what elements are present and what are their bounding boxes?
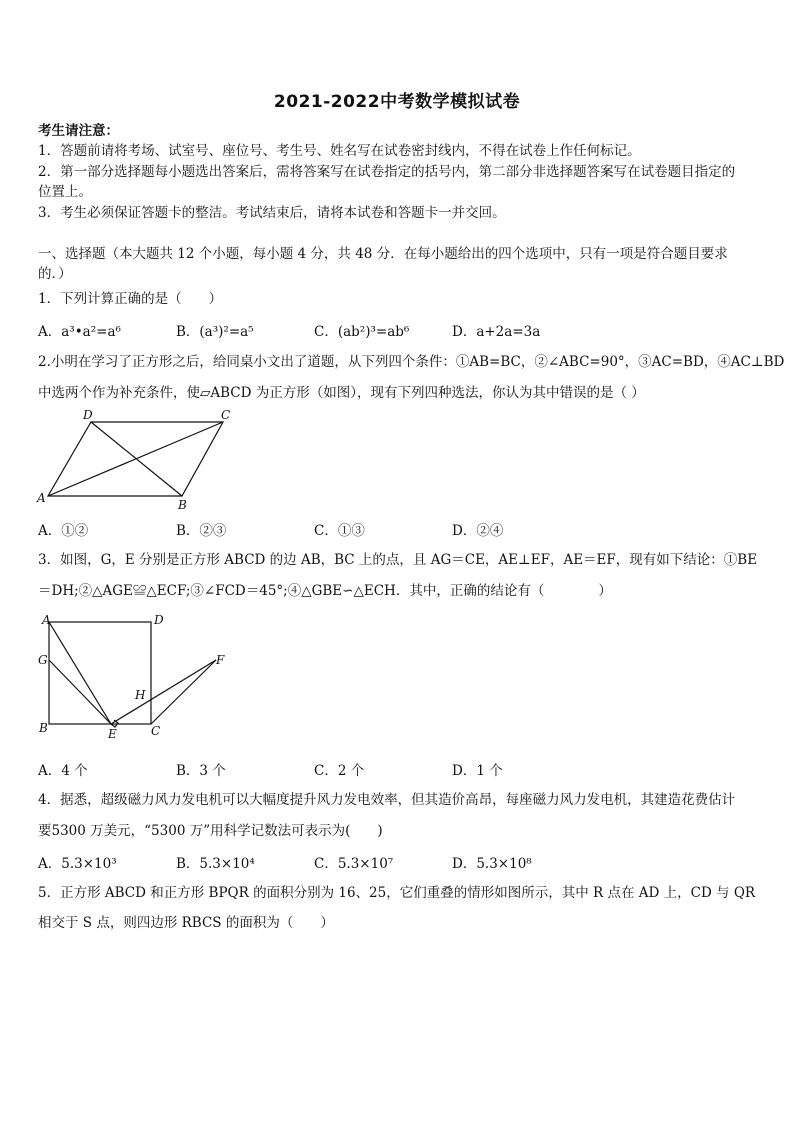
q2-option-b: B．②③	[176, 523, 227, 539]
q3-stem-line-2: ＝DH;②△AGE≌△ECF;③∠FCD＝45°;④△GBE∽△ECH．其中，正确的结论有（ ）	[38, 583, 612, 599]
label-c: C	[221, 408, 231, 422]
q3-option-b: B．3 个	[176, 763, 226, 779]
q4-option-c: C．5.3×10⁷	[314, 856, 394, 872]
label-a: A	[37, 491, 46, 505]
segment-ae	[49, 622, 111, 724]
diagonal-ac	[48, 422, 223, 496]
q3-option-c: C．2 个	[314, 763, 365, 779]
label-f: F	[216, 653, 225, 667]
segment-ge	[49, 660, 111, 724]
label-d: D	[83, 408, 93, 422]
q1-option-d: D．a+2a=3a	[452, 324, 541, 340]
q3-option-d: D．1 个	[452, 763, 503, 779]
q3-option-a: A．4 个	[38, 763, 88, 779]
section-heading-line-1: 一、选择题（本大题共 12 个小题，每小题 4 分，共 48 分．在每小题给出的四个选项中，只有一项是符合题目要求	[38, 246, 728, 262]
q4-option-d: D．5.3×10⁸	[452, 856, 532, 872]
label-b: B	[39, 721, 48, 735]
square-figure	[34, 610, 234, 740]
q1-option-b: B．(a³)²=a⁵	[176, 324, 254, 340]
q2-option-c: C．①③	[314, 523, 365, 539]
notice-line-2: 2．第一部分选择题每小题选出答案后，需将答案写在试卷指定的括号内，第二部分非选择题答案写在试卷题目指定的	[38, 164, 736, 180]
q1-option-a: A．a³•a²=a⁶	[38, 324, 121, 340]
notice-line-4: 3．考生必须保证答题卡的整洁。考试结束后，请将本试卷和答题卡一并交回。	[38, 205, 506, 221]
q2-option-a: A．①②	[38, 523, 89, 539]
q3-stem-line-1: 3．如图，G，E 分别是正方形 ABCD 的边 AB，BC 上的点，且 AG＝CE，AE⊥EF，AE＝EF，现有如下结论：①BE	[38, 552, 758, 568]
notice-line-1: 1．答题前请将考场、试室号、座位号、考生号、姓名写在试卷密封线内，不得在试卷上作任何标记。	[38, 143, 641, 159]
label-a: A	[42, 613, 51, 627]
label-h: H	[135, 688, 146, 702]
label-g: G	[38, 653, 48, 667]
page-title: 2021-2022中考数学模拟试卷	[273, 92, 521, 112]
q2-stem-line-1: 2.小明在学习了正方形之后，给同桌小文出了道题，从下列四个条件：①AB=BC，②∠ABC=90°，③AC=BD，④AC⊥BD	[38, 354, 785, 370]
parallelogram-figure	[34, 405, 244, 510]
q4-option-a: A．5.3×10³	[38, 856, 117, 872]
q4-stem-line-2: 要5300 万美元，“5300 万”用科学记数法可表示为( )	[38, 823, 383, 839]
q2-option-d: D．②④	[452, 523, 504, 539]
label-d: D	[154, 613, 164, 627]
label-b: B	[178, 498, 187, 510]
q1-option-c: C．(ab²)³=ab⁶	[314, 324, 410, 340]
q4-stem-line-1: 4．据悉，超级磁力风力发电机可以大幅度提升风力发电效率，但其造价高昂，每座磁力风力发电机，其建造花费估计	[38, 792, 736, 808]
q2-stem-line-2: 中选两个作为补充条件，使▱ABCD 为正方形（如图），现有下列四种选法，你认为其中错误的是（ ）	[38, 385, 645, 401]
notice-heading: 考生请注意：	[38, 123, 119, 139]
q1-stem: 1．下列计算正确的是（ ）	[38, 291, 223, 307]
notice-line-3: 位置上。	[38, 184, 92, 200]
q5-stem-line-1: 5．正方形 ABCD 和正方形 BPQR 的面积分别为 16、25，它们重叠的情形如图所示，其中 R 点在 AD 上，CD 与 QR	[38, 885, 756, 901]
q4-option-b: B．5.3×10⁴	[176, 856, 255, 872]
section-heading-line-2: 的．）	[38, 266, 72, 282]
segment-cf	[151, 660, 216, 724]
label-e: E	[108, 727, 117, 740]
q5-stem-line-2: 相交于 S 点，则四边形 RBCS 的面积为（ ）	[38, 915, 334, 931]
label-c: C	[151, 724, 161, 738]
segment-ef	[111, 660, 216, 724]
